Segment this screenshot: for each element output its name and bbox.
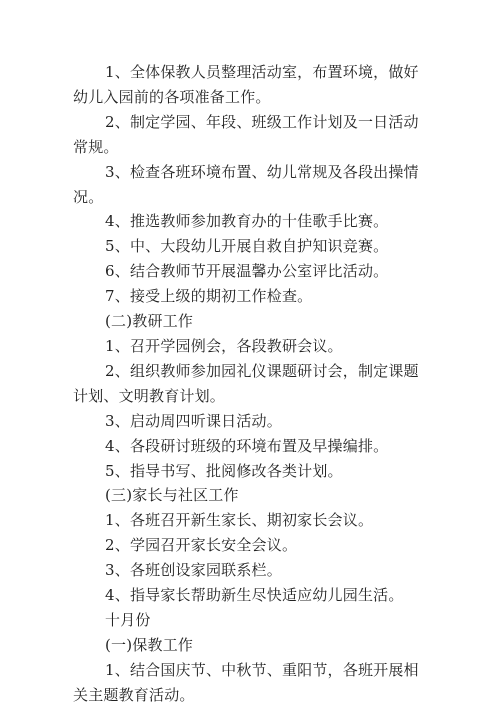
month-heading: 十月份: [105, 610, 151, 629]
paragraph: 3、检查各班环境布置、幼儿常规及各段出操情况。: [73, 162, 419, 206]
paragraph: 1、结合国庆节、中秋节、重阳节，各班开展相关主题教育活动。: [73, 660, 419, 704]
paragraph: 5、中、大段幼儿开展自救自护知识竞赛。: [105, 237, 389, 256]
paragraph: 7、接受上级的期初工作检查。: [105, 287, 313, 306]
paragraph: 5、指导书写、批阅修改各类计划。: [105, 461, 343, 480]
paragraph: 1、召开学园例会，各段教研会议。: [105, 336, 343, 355]
section-heading: (三)家长与社区工作: [105, 486, 239, 505]
paragraph: 3、各班创设家园联系栏。: [105, 561, 282, 580]
paragraph: 6、结合教师节开展温馨办公室评比活动。: [105, 262, 389, 281]
section-heading: (一)保教工作: [105, 635, 194, 654]
paragraph: 1、全体保教人员整理活动室，布置环境，做好幼儿入园前的各项准备工作。: [73, 63, 419, 106]
paragraph: 3、启动周四听课日活动。: [105, 411, 282, 430]
paragraph: 2、制定学园、年段、班级工作计划及一日活动常规。: [73, 112, 419, 156]
document-body: [73, 60, 427, 708]
paragraph: 4、各段研讨班级的环境布置及早操编排。: [105, 436, 389, 455]
paragraph: 2、组织教师参加园礼仪课题研讨会，制定课题计划、文明教育计划。: [73, 361, 419, 405]
paragraph: 4、指导家长帮助新生尽快适应幼儿园生活。: [105, 586, 404, 605]
paragraph: 2、学园召开家长安全会议。: [105, 536, 298, 555]
paragraph: 1、各班召开新生家长、期初家长会议。: [105, 511, 374, 530]
section-heading: (二)教研工作: [105, 312, 194, 331]
paragraph: 4、推选教师参加教育办的十佳歌手比赛。: [105, 212, 389, 231]
